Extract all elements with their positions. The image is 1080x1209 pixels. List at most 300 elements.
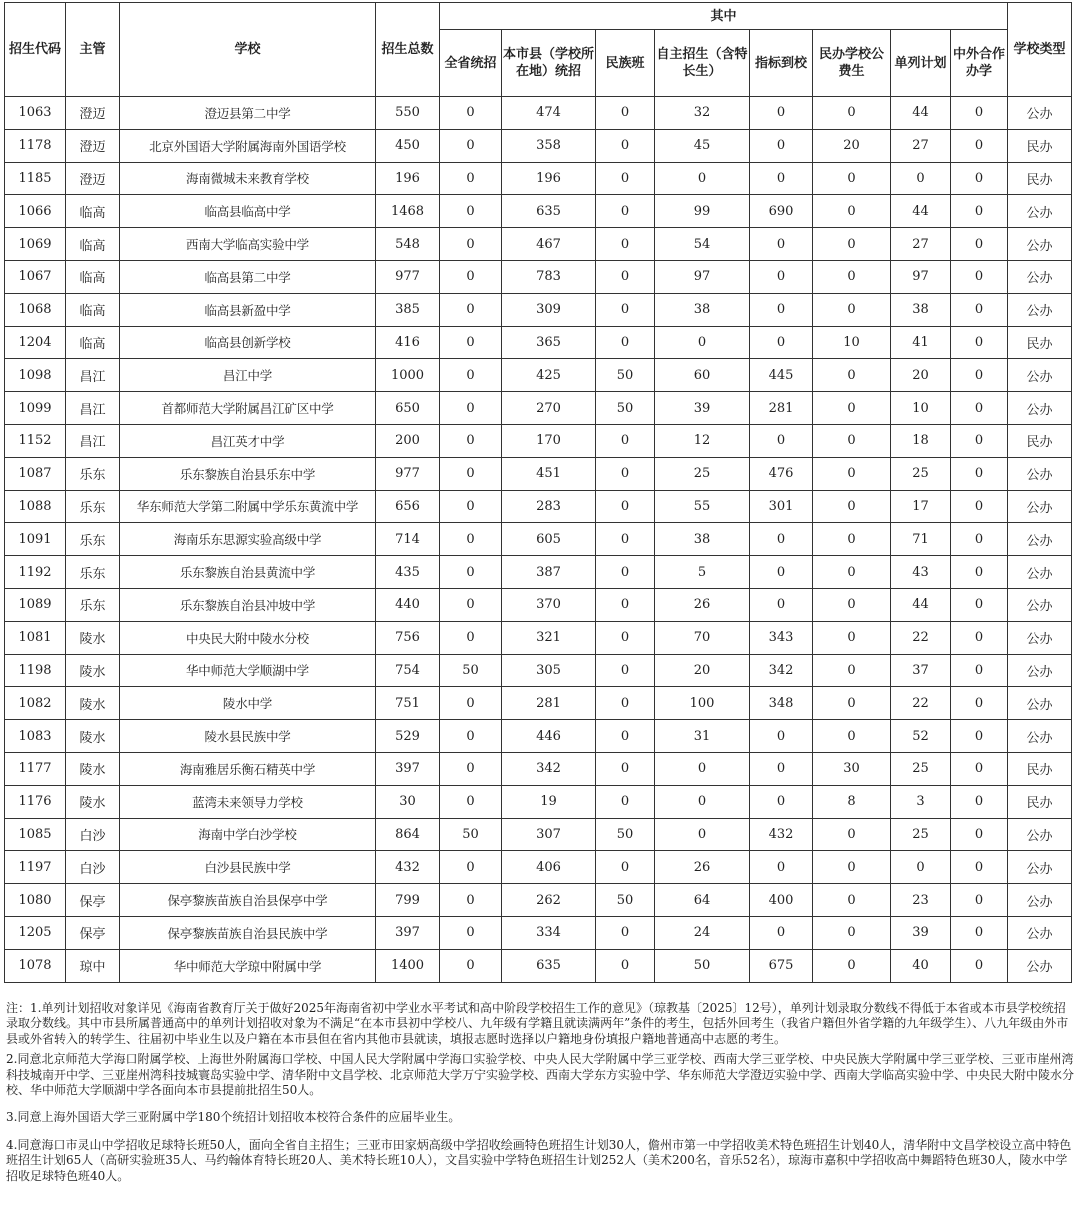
cell-total: 756 — [376, 621, 440, 654]
cell-joint-program: 0 — [951, 129, 1008, 162]
cell-code: 1078 — [5, 949, 66, 982]
header-type: 学校类型 — [1008, 3, 1072, 97]
table-row — [5, 523, 1072, 556]
note-4: 4.同意海口市灵山中学招收足球特长班50人，面向全省自主招生；三亚市田家炳高级中学招收绘画特色班招生计划30人，儋州市第一中学招收美术特色班招生计划40人，清华附中文昌学校设立高中特色班招生计划65人（高研实验班35人、马约翰体育特长班20人、美术特长班10人），文昌实验中学特色班招生计划252人（美术200名，音乐52名），琼海市嘉积中学招收高中舞蹈特色班30人，陵水中学招收足球特色班40人。 — [6, 1137, 1072, 1183]
cell-manager: 陵水 — [66, 720, 120, 753]
cell-quota-to-school: 0 — [750, 851, 813, 884]
cell-type: 公办 — [1008, 851, 1072, 884]
cell-ethnic-class: 50 — [596, 818, 655, 851]
cell-code: 1063 — [5, 97, 66, 130]
cell-province-quota: 0 — [440, 556, 502, 589]
cell-school: 白沙县民族中学 — [120, 851, 376, 884]
header-separate-plan: 单列计划 — [891, 30, 951, 97]
cell-private-funded: 0 — [813, 228, 891, 261]
cell-local-quota: 334 — [502, 916, 596, 949]
table-row — [5, 97, 1072, 130]
table-row — [5, 228, 1072, 261]
cell-school: 澄迈县第二中学 — [120, 97, 376, 130]
cell-separate-plan: 22 — [891, 687, 951, 720]
cell-private-funded: 30 — [813, 752, 891, 785]
cell-private-funded: 0 — [813, 97, 891, 130]
cell-code: 1082 — [5, 687, 66, 720]
cell-separate-plan: 97 — [891, 260, 951, 293]
cell-ethnic-class: 0 — [596, 228, 655, 261]
cell-code: 1205 — [5, 916, 66, 949]
cell-school: 保亭黎族苗族自治县保亭中学 — [120, 884, 376, 917]
table-body — [5, 97, 1072, 983]
cell-joint-program: 0 — [951, 228, 1008, 261]
cell-manager: 乐东 — [66, 457, 120, 490]
cell-total: 754 — [376, 654, 440, 687]
table-row — [5, 457, 1072, 490]
cell-manager: 陵水 — [66, 654, 120, 687]
cell-manager: 乐东 — [66, 523, 120, 556]
cell-code: 1099 — [5, 392, 66, 425]
cell-school: 海南乐东思源实验高级中学 — [120, 523, 376, 556]
cell-manager: 临高 — [66, 260, 120, 293]
cell-code: 1098 — [5, 359, 66, 392]
cell-total: 548 — [376, 228, 440, 261]
table-row — [5, 916, 1072, 949]
cell-independent: 0 — [655, 818, 750, 851]
cell-school: 海南雅居乐衡石精英中学 — [120, 752, 376, 785]
cell-school: 临高县创新学校 — [120, 326, 376, 359]
cell-joint-program: 0 — [951, 752, 1008, 785]
cell-manager: 临高 — [66, 195, 120, 228]
cell-joint-program: 0 — [951, 621, 1008, 654]
cell-local-quota: 270 — [502, 392, 596, 425]
cell-ethnic-class: 0 — [596, 260, 655, 293]
cell-total: 714 — [376, 523, 440, 556]
cell-local-quota: 262 — [502, 884, 596, 917]
table-row — [5, 687, 1072, 720]
cell-school: 临高县新盈中学 — [120, 293, 376, 326]
cell-code: 1177 — [5, 752, 66, 785]
cell-manager: 乐东 — [66, 556, 120, 589]
cell-manager: 陵水 — [66, 785, 120, 818]
table-row — [5, 556, 1072, 589]
cell-quota-to-school: 445 — [750, 359, 813, 392]
cell-local-quota: 281 — [502, 687, 596, 720]
cell-joint-program: 0 — [951, 523, 1008, 556]
cell-local-quota: 170 — [502, 424, 596, 457]
table-row — [5, 851, 1072, 884]
cell-ethnic-class: 0 — [596, 588, 655, 621]
cell-code: 1178 — [5, 129, 66, 162]
cell-type: 公办 — [1008, 97, 1072, 130]
cell-ethnic-class: 50 — [596, 359, 655, 392]
table-row — [5, 785, 1072, 818]
cell-province-quota: 0 — [440, 851, 502, 884]
cell-type: 公办 — [1008, 228, 1072, 261]
cell-independent: 50 — [655, 949, 750, 982]
cell-quota-to-school: 0 — [750, 785, 813, 818]
note-2: 2.同意北京师范大学海口附属学校、上海世外附属海口学校、中国人民大学附属中学海口实验学校、中央人民大学附属中学三亚学校、西南大学三亚学校、中央民族大学附属中学三亚学校、三亚市崖州湾科技城南开中学、三亚崖州湾科技城寰岛实验中学、清华附中文昌学校、北京师范大学万宁实验学校、西南大学东方实验中学、华东师范大学澄迈实验中学、西南大学临高实验中学、中央民大附中陵水分校、华中师范大学顺湖中学各面向本市县提前批招生50人。 — [6, 1052, 1075, 1098]
cell-province-quota: 0 — [440, 392, 502, 425]
cell-private-funded: 0 — [813, 359, 891, 392]
cell-local-quota: 406 — [502, 851, 596, 884]
cell-quota-to-school: 432 — [750, 818, 813, 851]
cell-province-quota: 0 — [440, 621, 502, 654]
cell-manager: 澄迈 — [66, 97, 120, 130]
cell-independent: 54 — [655, 228, 750, 261]
table-row — [5, 392, 1072, 425]
cell-private-funded: 8 — [813, 785, 891, 818]
cell-type: 民办 — [1008, 162, 1072, 195]
cell-separate-plan: 27 — [891, 129, 951, 162]
cell-school: 北京外国语大学附属海南外国语学校 — [120, 129, 376, 162]
cell-private-funded: 0 — [813, 195, 891, 228]
cell-type: 公办 — [1008, 556, 1072, 589]
cell-independent: 31 — [655, 720, 750, 753]
cell-type: 公办 — [1008, 195, 1072, 228]
cell-type: 公办 — [1008, 392, 1072, 425]
cell-type: 公办 — [1008, 884, 1072, 917]
table-row — [5, 260, 1072, 293]
header-independent: 自主招生（含特长生） — [655, 30, 750, 97]
cell-private-funded: 0 — [813, 720, 891, 753]
table-row — [5, 129, 1072, 162]
cell-school: 昌江中学 — [120, 359, 376, 392]
cell-joint-program: 0 — [951, 884, 1008, 917]
cell-type: 公办 — [1008, 916, 1072, 949]
cell-separate-plan: 44 — [891, 588, 951, 621]
cell-independent: 26 — [655, 588, 750, 621]
cell-type: 公办 — [1008, 260, 1072, 293]
cell-school: 蓝湾未来领导力学校 — [120, 785, 376, 818]
cell-joint-program: 0 — [951, 687, 1008, 720]
cell-province-quota: 0 — [440, 359, 502, 392]
cell-private-funded: 0 — [813, 916, 891, 949]
cell-total: 977 — [376, 457, 440, 490]
cell-quota-to-school: 301 — [750, 490, 813, 523]
cell-local-quota: 783 — [502, 260, 596, 293]
cell-independent: 39 — [655, 392, 750, 425]
table-row — [5, 884, 1072, 917]
cell-quota-to-school: 0 — [750, 293, 813, 326]
cell-school: 乐东黎族自治县乐东中学 — [120, 457, 376, 490]
cell-separate-plan: 52 — [891, 720, 951, 753]
cell-local-quota: 309 — [502, 293, 596, 326]
cell-private-funded: 0 — [813, 293, 891, 326]
cell-ethnic-class: 0 — [596, 326, 655, 359]
cell-total: 416 — [376, 326, 440, 359]
cell-joint-program: 0 — [951, 588, 1008, 621]
cell-code: 1085 — [5, 818, 66, 851]
cell-independent: 100 — [655, 687, 750, 720]
cell-school: 乐东黎族自治县黄流中学 — [120, 556, 376, 589]
cell-private-funded: 0 — [813, 884, 891, 917]
table-row — [5, 752, 1072, 785]
cell-type: 公办 — [1008, 818, 1072, 851]
cell-local-quota: 321 — [502, 621, 596, 654]
cell-separate-plan: 43 — [891, 556, 951, 589]
cell-school: 华中师范大学顺湖中学 — [120, 654, 376, 687]
cell-manager: 昌江 — [66, 359, 120, 392]
cell-independent: 38 — [655, 523, 750, 556]
cell-code: 1089 — [5, 588, 66, 621]
cell-quota-to-school: 343 — [750, 621, 813, 654]
notes — [6, 1001, 1074, 1189]
cell-local-quota: 467 — [502, 228, 596, 261]
cell-quota-to-school: 0 — [750, 720, 813, 753]
cell-total: 200 — [376, 424, 440, 457]
cell-joint-program: 0 — [951, 424, 1008, 457]
cell-type: 民办 — [1008, 424, 1072, 457]
cell-ethnic-class: 0 — [596, 752, 655, 785]
header-joint-program: 中外合作办学 — [951, 30, 1008, 97]
cell-joint-program: 0 — [951, 195, 1008, 228]
cell-separate-plan: 22 — [891, 621, 951, 654]
cell-province-quota: 0 — [440, 785, 502, 818]
cell-separate-plan: 17 — [891, 490, 951, 523]
cell-separate-plan: 10 — [891, 392, 951, 425]
table-row — [5, 326, 1072, 359]
cell-total: 529 — [376, 720, 440, 753]
cell-type: 公办 — [1008, 949, 1072, 982]
cell-independent: 60 — [655, 359, 750, 392]
table-row — [5, 818, 1072, 851]
cell-code: 1152 — [5, 424, 66, 457]
cell-ethnic-class: 0 — [596, 851, 655, 884]
cell-province-quota: 0 — [440, 293, 502, 326]
cell-local-quota: 196 — [502, 162, 596, 195]
cell-private-funded: 0 — [813, 457, 891, 490]
cell-private-funded: 0 — [813, 490, 891, 523]
cell-type: 公办 — [1008, 687, 1072, 720]
table-row — [5, 621, 1072, 654]
cell-code: 1068 — [5, 293, 66, 326]
cell-ethnic-class: 0 — [596, 457, 655, 490]
cell-joint-program: 0 — [951, 293, 1008, 326]
cell-school: 中央民大附中陵水分校 — [120, 621, 376, 654]
cell-province-quota: 50 — [440, 654, 502, 687]
cell-total: 450 — [376, 129, 440, 162]
cell-type: 公办 — [1008, 588, 1072, 621]
cell-total: 650 — [376, 392, 440, 425]
cell-separate-plan: 41 — [891, 326, 951, 359]
cell-code: 1080 — [5, 884, 66, 917]
cell-independent: 64 — [655, 884, 750, 917]
cell-separate-plan: 37 — [891, 654, 951, 687]
cell-joint-program: 0 — [951, 326, 1008, 359]
cell-private-funded: 0 — [813, 818, 891, 851]
cell-joint-program: 0 — [951, 949, 1008, 982]
cell-province-quota: 0 — [440, 457, 502, 490]
cell-total: 435 — [376, 556, 440, 589]
cell-school: 乐东黎族自治县冲坡中学 — [120, 588, 376, 621]
cell-private-funded: 0 — [813, 621, 891, 654]
cell-ethnic-class: 0 — [596, 720, 655, 753]
table-row — [5, 588, 1072, 621]
cell-school: 华东师范大学第二附属中学乐东黄流中学 — [120, 490, 376, 523]
cell-independent: 99 — [655, 195, 750, 228]
cell-code: 1091 — [5, 523, 66, 556]
cell-joint-program: 0 — [951, 490, 1008, 523]
cell-school: 昌江英才中学 — [120, 424, 376, 457]
cell-joint-program: 0 — [951, 851, 1008, 884]
cell-separate-plan: 71 — [891, 523, 951, 556]
cell-total: 196 — [376, 162, 440, 195]
cell-local-quota: 370 — [502, 588, 596, 621]
cell-separate-plan: 40 — [891, 949, 951, 982]
cell-total: 397 — [376, 752, 440, 785]
cell-quota-to-school: 0 — [750, 523, 813, 556]
cell-ethnic-class: 0 — [596, 785, 655, 818]
cell-local-quota: 635 — [502, 949, 596, 982]
cell-independent: 32 — [655, 97, 750, 130]
cell-quota-to-school: 0 — [750, 588, 813, 621]
cell-private-funded: 0 — [813, 392, 891, 425]
cell-quota-to-school: 342 — [750, 654, 813, 687]
cell-joint-program: 0 — [951, 556, 1008, 589]
cell-quota-to-school: 0 — [750, 326, 813, 359]
cell-quota-to-school: 0 — [750, 228, 813, 261]
cell-joint-program: 0 — [951, 720, 1008, 753]
header-ethnic-class: 民族班 — [596, 30, 655, 97]
cell-manager: 澄迈 — [66, 162, 120, 195]
cell-quota-to-school: 0 — [750, 916, 813, 949]
cell-total: 1468 — [376, 195, 440, 228]
header-manager: 主管 — [66, 3, 120, 97]
cell-private-funded: 0 — [813, 654, 891, 687]
cell-independent: 0 — [655, 752, 750, 785]
cell-school: 西南大学临高实验中学 — [120, 228, 376, 261]
cell-manager: 乐东 — [66, 490, 120, 523]
table-row — [5, 162, 1072, 195]
cell-private-funded: 0 — [813, 851, 891, 884]
cell-province-quota: 0 — [440, 260, 502, 293]
cell-joint-program: 0 — [951, 97, 1008, 130]
cell-school: 首都师范大学附属昌江矿区中学 — [120, 392, 376, 425]
cell-manager: 白沙 — [66, 851, 120, 884]
cell-province-quota: 0 — [440, 752, 502, 785]
cell-type: 公办 — [1008, 293, 1072, 326]
cell-total: 385 — [376, 293, 440, 326]
cell-private-funded: 0 — [813, 687, 891, 720]
cell-total: 864 — [376, 818, 440, 851]
cell-independent: 0 — [655, 785, 750, 818]
cell-local-quota: 451 — [502, 457, 596, 490]
cell-ethnic-class: 0 — [596, 621, 655, 654]
cell-independent: 38 — [655, 293, 750, 326]
cell-independent: 5 — [655, 556, 750, 589]
cell-code: 1198 — [5, 654, 66, 687]
cell-school: 临高县第二中学 — [120, 260, 376, 293]
cell-quota-to-school: 400 — [750, 884, 813, 917]
cell-province-quota: 0 — [440, 228, 502, 261]
cell-quota-to-school: 690 — [750, 195, 813, 228]
cell-independent: 0 — [655, 326, 750, 359]
cell-quota-to-school: 0 — [750, 260, 813, 293]
cell-quota-to-school: 0 — [750, 424, 813, 457]
cell-separate-plan: 38 — [891, 293, 951, 326]
cell-joint-program: 0 — [951, 260, 1008, 293]
cell-province-quota: 0 — [440, 884, 502, 917]
cell-type: 公办 — [1008, 359, 1072, 392]
cell-province-quota: 0 — [440, 720, 502, 753]
cell-ethnic-class: 0 — [596, 490, 655, 523]
header-quota-to-school: 指标到校 — [750, 30, 813, 97]
cell-total: 550 — [376, 97, 440, 130]
cell-school: 临高县临高中学 — [120, 195, 376, 228]
cell-ethnic-class: 0 — [596, 129, 655, 162]
cell-quota-to-school: 281 — [750, 392, 813, 425]
cell-province-quota: 0 — [440, 523, 502, 556]
cell-quota-to-school: 0 — [750, 97, 813, 130]
cell-separate-plan: 39 — [891, 916, 951, 949]
cell-independent: 12 — [655, 424, 750, 457]
cell-local-quota: 358 — [502, 129, 596, 162]
cell-private-funded: 0 — [813, 162, 891, 195]
header-local-quota: 本市县（学校所在地）统招 — [502, 30, 596, 97]
cell-local-quota: 19 — [502, 785, 596, 818]
cell-private-funded: 0 — [813, 424, 891, 457]
cell-joint-program: 0 — [951, 654, 1008, 687]
cell-province-quota: 0 — [440, 97, 502, 130]
header-private-funded: 民办学校公费生 — [813, 30, 891, 97]
cell-code: 1204 — [5, 326, 66, 359]
cell-code: 1192 — [5, 556, 66, 589]
cell-joint-program: 0 — [951, 457, 1008, 490]
cell-joint-program: 0 — [951, 359, 1008, 392]
cell-separate-plan: 0 — [891, 851, 951, 884]
cell-school: 保亭黎族苗族自治县民族中学 — [120, 916, 376, 949]
note-3: 3.同意上海外国语大学三亚附属中学180个统招计划招收本校符合条件的应届毕业生。 — [6, 1110, 461, 1125]
cell-local-quota: 342 — [502, 752, 596, 785]
cell-type: 民办 — [1008, 129, 1072, 162]
cell-quota-to-school: 0 — [750, 162, 813, 195]
cell-quota-to-school: 0 — [750, 556, 813, 589]
table-row — [5, 490, 1072, 523]
cell-ethnic-class: 0 — [596, 523, 655, 556]
cell-manager: 陵水 — [66, 621, 120, 654]
cell-code: 1197 — [5, 851, 66, 884]
cell-code: 1176 — [5, 785, 66, 818]
header-total: 招生总数 — [376, 3, 440, 97]
cell-code: 1185 — [5, 162, 66, 195]
cell-separate-plan: 0 — [891, 162, 951, 195]
cell-manager: 陵水 — [66, 752, 120, 785]
cell-independent: 97 — [655, 260, 750, 293]
cell-type: 民办 — [1008, 785, 1072, 818]
cell-local-quota: 474 — [502, 97, 596, 130]
cell-local-quota: 425 — [502, 359, 596, 392]
cell-ethnic-class: 0 — [596, 195, 655, 228]
cell-independent: 55 — [655, 490, 750, 523]
cell-total: 751 — [376, 687, 440, 720]
cell-separate-plan: 44 — [891, 195, 951, 228]
cell-school: 海南中学白沙学校 — [120, 818, 376, 851]
cell-ethnic-class: 0 — [596, 916, 655, 949]
cell-type: 公办 — [1008, 654, 1072, 687]
cell-school: 海南微城未来教育学校 — [120, 162, 376, 195]
cell-total: 977 — [376, 260, 440, 293]
cell-separate-plan: 3 — [891, 785, 951, 818]
table-row — [5, 359, 1072, 392]
cell-ethnic-class: 0 — [596, 162, 655, 195]
cell-ethnic-class: 0 — [596, 97, 655, 130]
cell-ethnic-class: 0 — [596, 556, 655, 589]
cell-province-quota: 0 — [440, 326, 502, 359]
cell-total: 432 — [376, 851, 440, 884]
note-1: 注：1.单列计划招收对象详见《海南省教育厅关于做好2025年海南省初中学业水平考试和高中阶段学校招生工作的意见》（琼教基〔2025〕12号），单列计划录取分数线不得低于本省或本市县学校统招录取分数线。其中市县所属普通高中的单列计划招收对象为不满足“在本市县初中学校八、九年级有学籍且就读满两年”条件的考生，包括外回考生（我省户籍但外省学籍的九年级学生）、八九年级由外市县或外省转入的转学生、往届初中毕业生以及户籍在本市县但在省内其他市县就读，填报志愿时选择以户籍地身份填报户籍地普通高中志愿的考生。 — [6, 1001, 1069, 1046]
cell-total: 656 — [376, 490, 440, 523]
enrollment-table — [4, 2, 1072, 983]
cell-province-quota: 0 — [440, 162, 502, 195]
cell-manager: 临高 — [66, 326, 120, 359]
cell-province-quota: 0 — [440, 916, 502, 949]
